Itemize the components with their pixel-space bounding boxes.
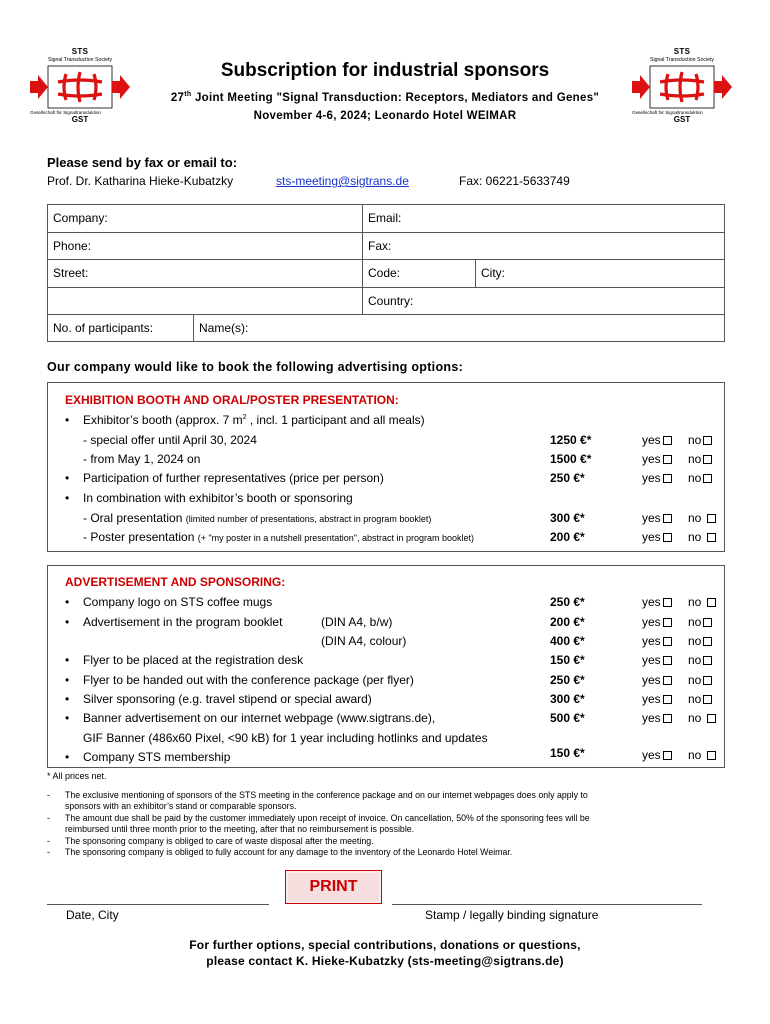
bullet-icon: • [65,653,70,667]
no-checkbox[interactable]: no [688,711,716,725]
further-line-1: For further options, special contributions, donations or questions, [189,938,581,952]
price: 150 €* [550,746,585,760]
date-city-label: Date, City [66,908,119,922]
list-item [48,491,724,509]
list-item [48,511,724,529]
no-checkbox[interactable]: no [688,748,716,762]
no-checkbox[interactable]: no [688,615,712,629]
list-item [48,673,724,691]
din-bw-label: (DIN A4, b/w) [321,615,393,629]
yes-checkbox[interactable]: yes [642,511,672,525]
further-reps-label: Participation of further representatives (price per person) [83,471,384,485]
bullet-icon: • [65,615,70,629]
meeting-ordinal-suffix: th [184,91,192,98]
price: 400 €* [550,634,585,648]
bullet-icon: • [65,595,70,609]
booking-intro: Our company would like to book the following advertising options: [47,360,464,374]
price: 200 €* [550,530,585,544]
exhibition-heading: EXHIBITION BOOTH AND ORAL/POSTER PRESENTATION: [65,393,399,407]
terms-list [47,790,607,858]
yes-checkbox[interactable]: yes [642,711,672,725]
logo-top-text: STS [71,47,89,56]
list-item [48,692,724,710]
logo-german-text: Gesellschaft für Signaltransduktion [30,110,101,115]
no-checkbox[interactable]: no [688,433,712,447]
yes-checkbox[interactable]: yes [642,452,672,466]
list-item [48,433,724,451]
logo-bottom-text: GST [71,115,89,124]
participants-field[interactable]: No. of participants: [48,315,194,342]
yes-checkbox[interactable]: yes [642,471,672,485]
yes-checkbox[interactable]: yes [642,595,672,609]
oral-label: - Oral presentation (limited number of presentations, abstract in program booklet) [83,511,432,525]
mugs-label: Company logo on STS coffee mugs [83,595,273,609]
bullet-icon: • [65,673,70,687]
yes-checkbox[interactable]: yes [642,530,672,544]
yes-checkbox[interactable]: yes [642,615,672,629]
street-field[interactable]: Street: [48,260,363,288]
list-item [48,595,724,613]
list-item: - The sponsoring company is obliged to fully account for any damage to the inventory of the Leonardo Hotel Weimar. [47,847,513,858]
list-item [48,471,724,489]
further-line-2: please contact K. Hieke-Kubatzky (sts-meeting@sigtrans.de) [206,954,564,968]
blank-field[interactable] [48,288,363,315]
price: 1500 €* [550,452,592,466]
logo-german-text: Gesellschaft für Signaltransduktion [632,110,703,115]
advertisement-section [47,565,725,768]
silver-label: Silver sponsoring (e.g. travel stipend or special award) [83,692,372,706]
combination-label: In combination with exhibitor’s booth or sponsoring [83,491,353,505]
list-item [48,711,724,729]
yes-checkbox[interactable]: yes [642,653,672,667]
banner-label: Banner advertisement on our internet webpage (www.sigtrans.de), [83,711,436,725]
list-item [48,452,724,470]
contact-email-link[interactable]: sts-meeting@sigtrans.de [276,174,409,188]
contact-name: Prof. Dr. Katharina Hieke-Kubatzky [47,174,234,188]
price: 500 €* [550,711,585,725]
list-item [48,634,724,652]
list-item: - The amount due shall be paid by the customer immediately upon receipt of invoice. On cancellation, 50% of the sponsoring fees will be reimbursed until three month prior to the meeting, after that no reimbursement is possible. [47,812,590,835]
price: 300 €* [550,511,585,525]
yes-checkbox[interactable]: yes [642,634,672,648]
flyer-desk-label: Flyer to be placed at the registration desk [83,653,304,667]
bullet-icon: • [65,413,70,427]
from-may-label: - from May 1, 2024 on [83,452,201,466]
send-heading: Please send by fax or email to: [47,155,238,170]
prices-footnote: * All prices net. [47,771,107,781]
no-checkbox[interactable]: no [688,471,712,485]
company-form [47,204,725,342]
price: 1250 €* [550,433,592,447]
banner-detail-label: GIF Banner (486x60 Pixel, <90 kB) for 1 year including hotlinks and updates [83,731,488,745]
yes-checkbox[interactable]: yes [642,748,672,762]
price: 150 €* [550,653,585,667]
fax-field[interactable]: Fax: [363,233,725,260]
no-checkbox[interactable]: no [688,634,712,648]
poster-label: - Poster presentation (+ "my poster in a nutshell presentation", abstract in program booklet) [83,530,475,544]
membership-label: Company STS membership [83,750,231,764]
names-field[interactable]: Name(s): [199,321,249,335]
page-title: Subscription for industrial sponsors [220,60,550,81]
no-checkbox[interactable]: no [688,511,716,525]
no-checkbox[interactable]: no [688,595,716,609]
signature-line [392,904,702,905]
list-item [48,750,724,768]
price: 250 €* [550,471,585,485]
special-offer-label: - special offer until April 30, 2024 [83,433,257,447]
yes-checkbox[interactable]: yes [642,673,672,687]
logo-bottom-text: GST [673,115,691,124]
booth-label: Exhibitor’s booth (approx. 7 $m^2$ , incl. 1 participant and all meals) [83,413,425,427]
price: 250 €* [550,673,585,687]
logo-top-text: STS [673,47,691,56]
list-item: - The sponsoring company is obliged to care of waste disposal after the meeting. [47,835,374,846]
bullet-icon: • [65,711,70,725]
company-field[interactable]: Company: [48,205,363,233]
exhibition-section [47,382,725,552]
advertisement-heading: ADVERTISEMENT AND SPONSORING: [65,575,286,589]
bullet-icon: • [65,491,70,505]
meeting-subtitle [0,91,770,104]
logo-society-text: Signal Transduction Society [649,57,714,63]
bullet-icon: • [65,471,70,485]
booklet-label: Advertisement in the program booklet [83,615,283,629]
no-checkbox[interactable]: no [688,653,712,667]
signature-label: Stamp / legally binding signature [425,908,599,922]
flyer-package-label: Flyer to be handed out with the conference package (per flyer) [83,673,414,687]
yes-checkbox[interactable]: yes [642,433,672,447]
logo-society-text: Signal Transduction Society [47,57,112,63]
list-item [48,413,724,431]
din-colour-label: (DIN A4, colour) [321,634,407,648]
bullet-icon: • [65,750,70,764]
meeting-name: Joint Meeting "Signal Transduction: Receptors, Mediators and Genes" [191,92,600,104]
date-city-line [47,904,269,905]
further-options [0,937,770,969]
no-checkbox[interactable]: no [688,673,712,687]
contact-fax: Fax: 06221-5633749 [459,174,570,188]
no-checkbox[interactable]: no [688,452,712,466]
meeting-dateline: November 4-6, 2024; Leonardo Hotel WEIMAR [253,110,517,122]
price: 250 €* [550,595,585,609]
price: 200 €* [550,615,585,629]
email-field[interactable]: Email: [363,205,725,233]
yes-checkbox[interactable]: yes [642,692,672,706]
no-checkbox[interactable]: no [688,692,712,706]
country-field[interactable]: Country: [363,288,725,315]
list-item: - The exclusive mentioning of sponsors of the STS meeting in the conference package and on our internet webpages does only apply to sponsors with an exhibitor’s stand or comparable sponsors. [47,790,588,812]
no-checkbox[interactable]: no [688,530,716,544]
meeting-ordinal: 27 [170,92,185,104]
list-item [48,530,724,548]
bullet-icon: • [65,692,70,706]
phone-field[interactable]: Phone: [48,233,363,260]
price: 300 €* [550,692,585,706]
list-item [48,731,724,749]
list-item [48,653,724,671]
print-button[interactable]: PRINT [285,870,382,904]
code-field[interactable]: Code: [363,260,476,288]
list-item [48,615,724,633]
city-field[interactable]: City: [476,260,725,288]
